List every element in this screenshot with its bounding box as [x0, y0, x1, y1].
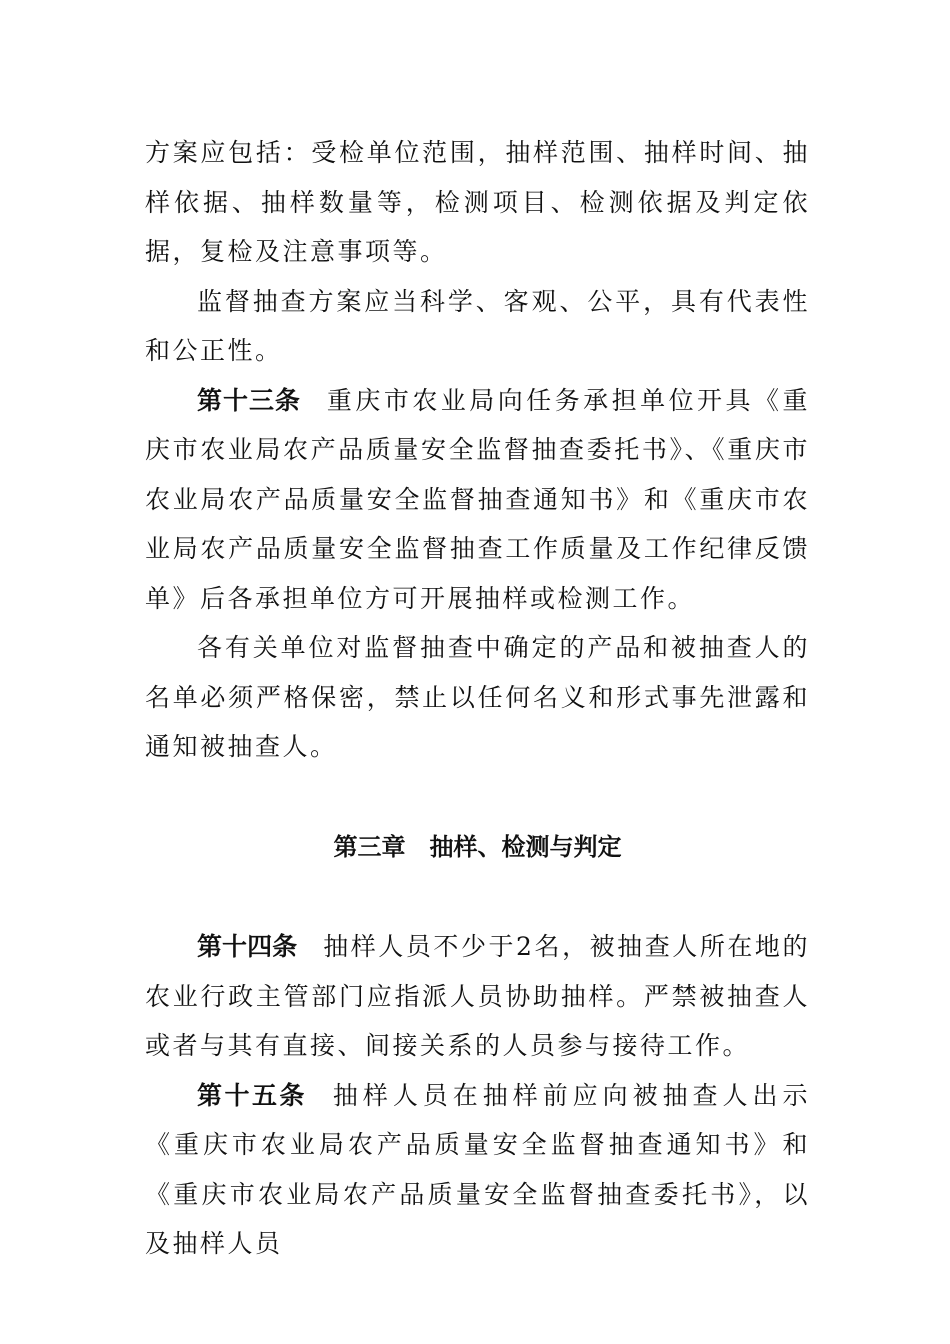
article-14	[145, 922, 810, 1071]
article-13	[145, 376, 810, 624]
article-14-label: 第十四条	[197, 932, 298, 961]
article-15	[145, 1071, 810, 1269]
paragraph-plan-contents: 方案应包括：受检单位范围，抽样范围、抽样时间、抽样依据、抽样数量等，检测项目、检测依据及判定依据，复检及注意事项等。	[145, 138, 810, 266]
article-15-label: 第十五条	[197, 1080, 307, 1110]
article-14-text: 抽样人员不少于2名，被抽查人所在地的农业行政主管部门应指派人员协助抽样。严禁被抽查人或者与其有直接、间接关系的人员参与接待工作。	[145, 932, 810, 1060]
paragraph-confidentiality: 各有关单位对监督抽查中确定的产品和被抽查人的名单必须严格保密，禁止以任何名义和形式事先泄露和通知被抽查人。	[145, 633, 810, 761]
chapter-heading: 第三章 抽样、检测与判定	[333, 833, 622, 861]
section-before-chapter	[145, 128, 810, 772]
article-13-label: 第十三条	[197, 385, 301, 415]
section-after-chapter	[145, 922, 810, 1269]
paragraph-plan-requirements: 监督抽查方案应当科学、客观、公平，具有代表性和公正性。	[145, 286, 810, 365]
article-13-text: 重庆市农业局向任务承担单位开具《重庆市农业局农产品质量安全监督抽查委托书》、《重庆市农业局农产品质量安全监督抽查通知书》和《重庆市农业局农产品质量安全监督抽查工作质量及工作纪律反馈单》后各承担单位方可开展抽样或检测工作。	[145, 385, 810, 613]
article-15-text: 抽样人员在抽样前应向被抽查人出示《重庆市农业局农产品质量安全监督抽查通知书》和《重庆市农业局农产品质量安全监督抽查委托书》，以及抽样人员	[145, 1080, 810, 1258]
